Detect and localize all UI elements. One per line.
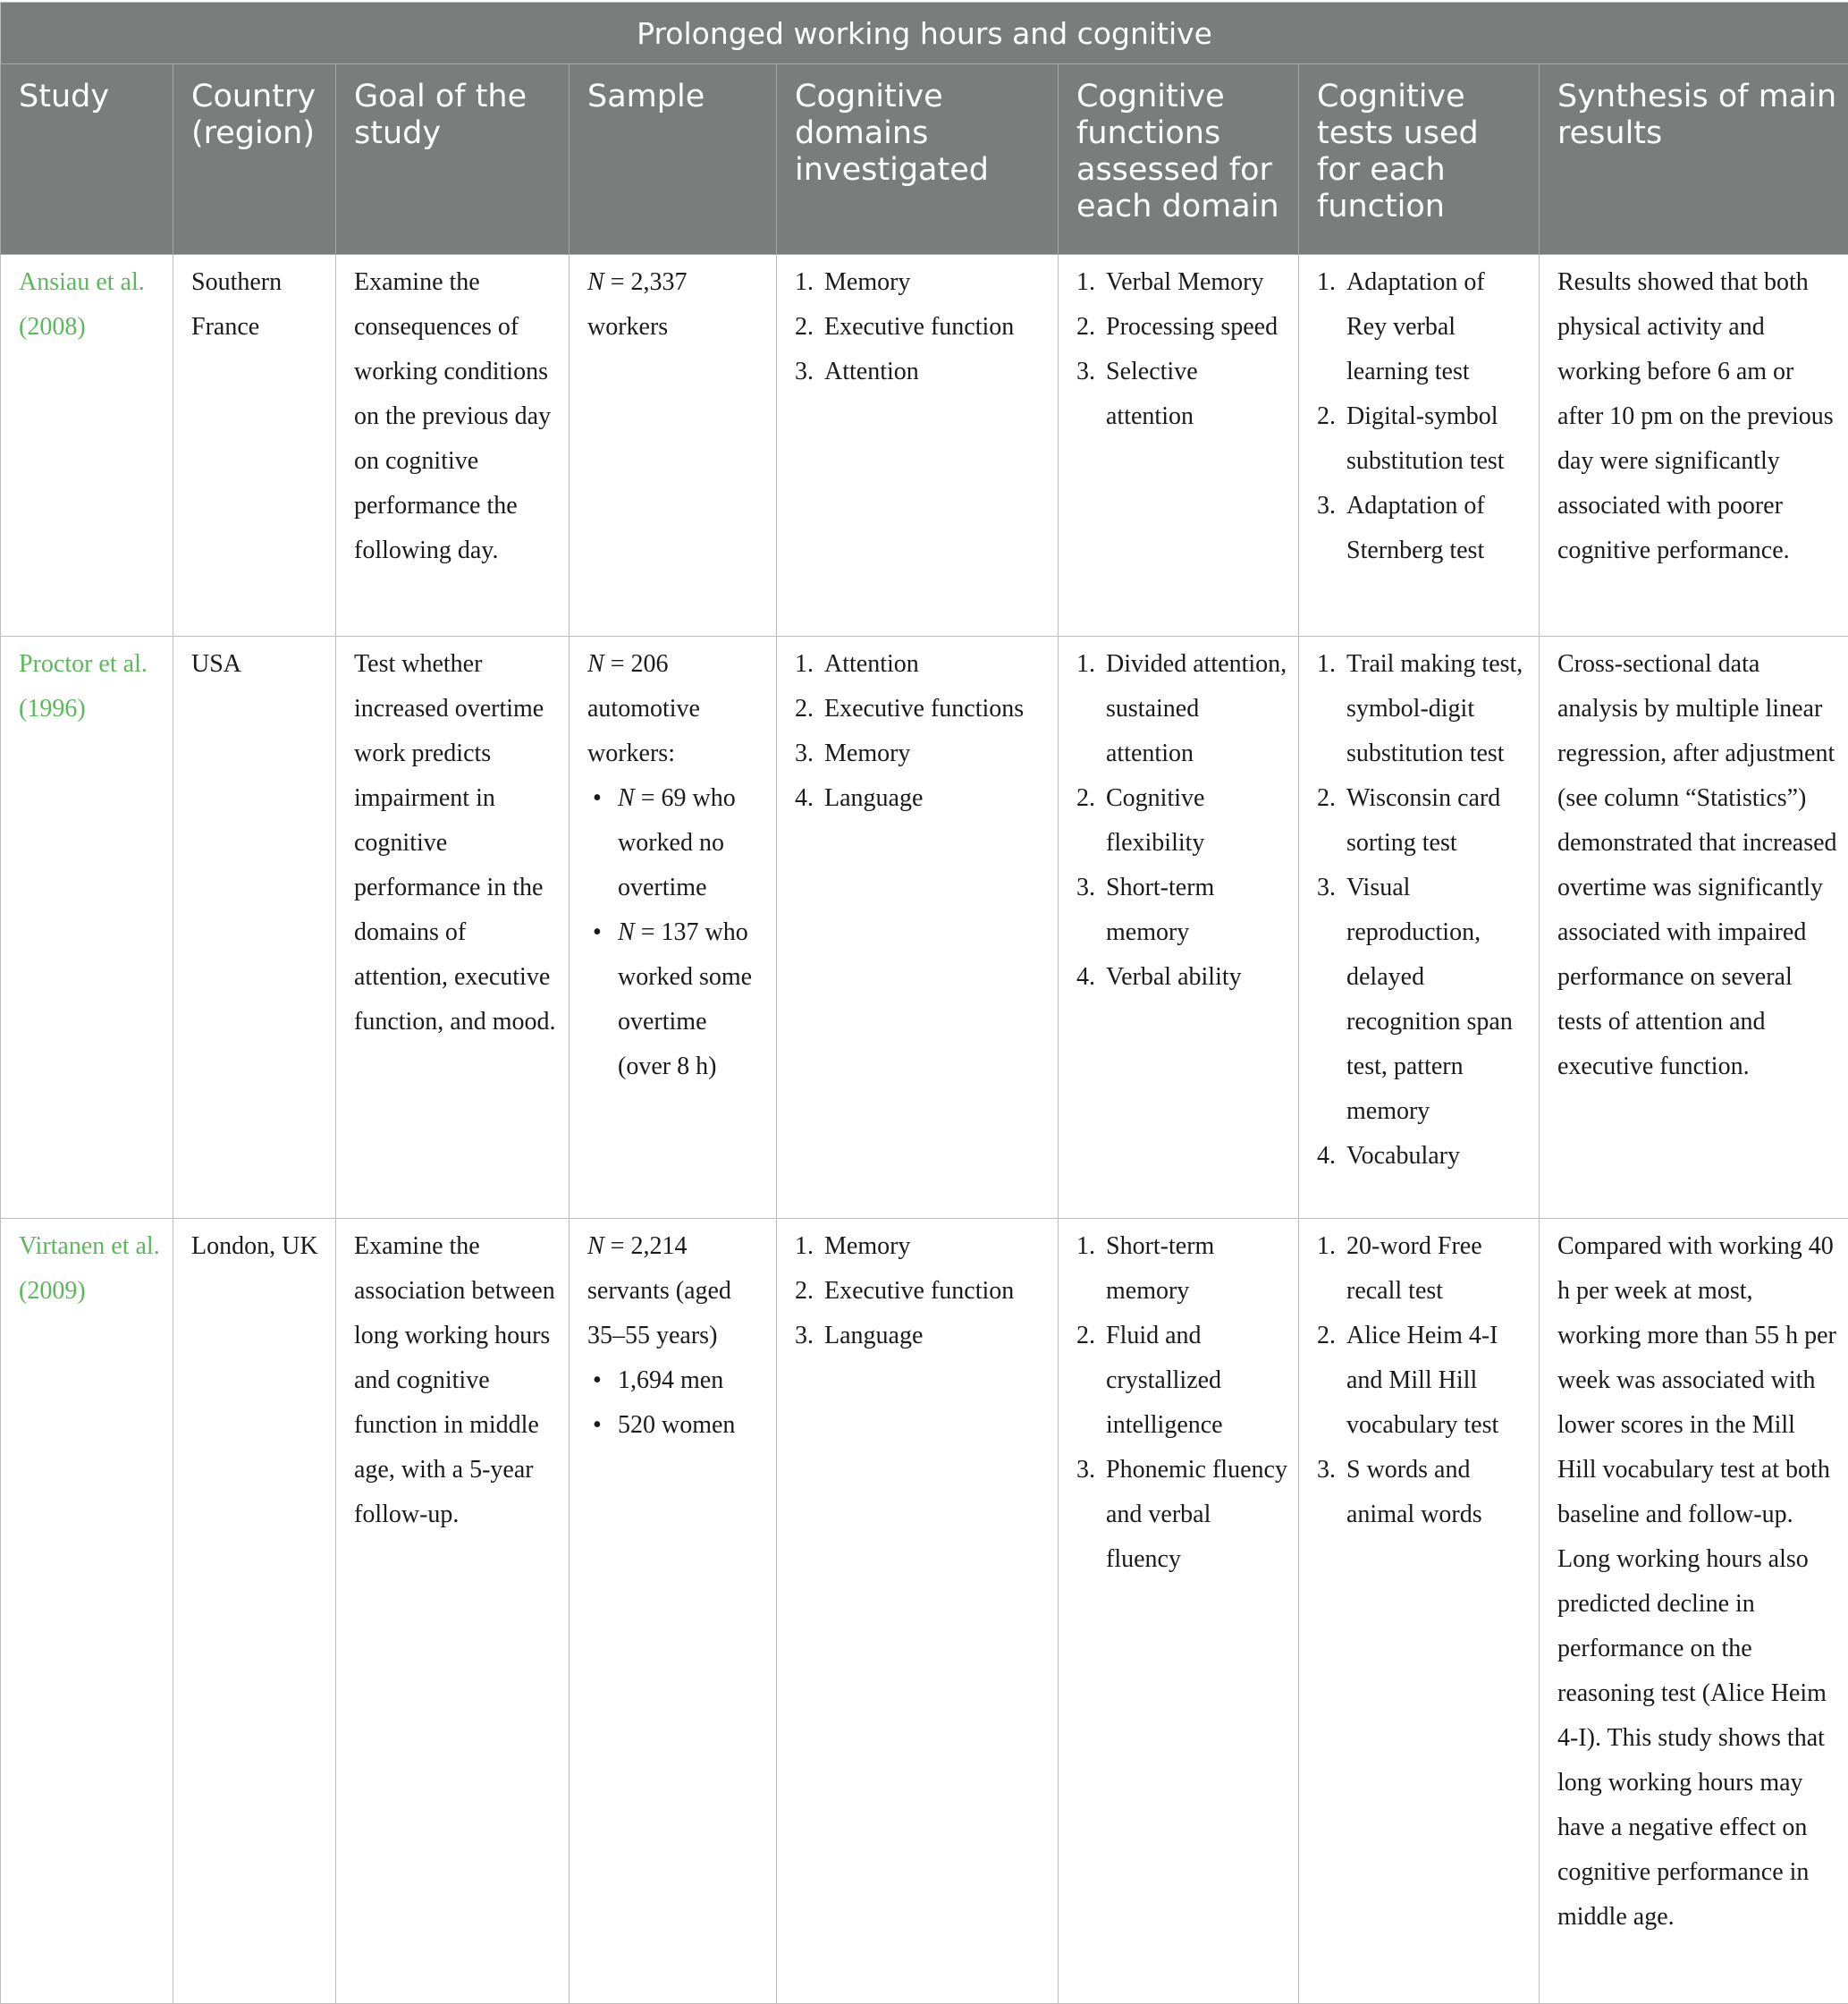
study-citation-link[interactable]: Ansiau et al. (2008)	[19, 268, 145, 341]
list-item: 1. Verbal Memory	[1076, 260, 1287, 305]
sample-cell: N = 2,214 servants (aged 35–55 years) • 1,694 men • 520 women	[570, 1219, 777, 2004]
list-item: 3. S words and animal words	[1317, 1448, 1528, 1537]
sample-cell: N = 206 automotive workers: • N = 69 who worked no overtime • N = 137 who worked some overtime (over 8 h)	[570, 637, 777, 1219]
study-cell	[1, 1219, 173, 2004]
domains-cell	[777, 1219, 1059, 2004]
list-item: 3. Language	[795, 1314, 1047, 1358]
column-header-country: Country (region)	[173, 64, 336, 255]
list-item: 2. Processing speed	[1076, 305, 1287, 350]
functions-cell	[1059, 637, 1299, 1219]
results-cell: Cross-sectional data analysis by multiple linear regression, after adjustment (see column “Statistics”) demonstrated that increased overtime was significantly associated with impaired performance on several tests of attention and executive function.	[1540, 637, 1848, 1219]
list-item: • N = 69 who worked no overtime	[587, 776, 765, 910]
tests-cell	[1299, 1219, 1540, 2004]
list-item: 4. Verbal ability	[1076, 955, 1287, 1000]
list-item: 2. Alice Heim 4-I and Mill Hill vocabulary test	[1317, 1314, 1528, 1448]
list-item: 3. Short-term memory	[1076, 866, 1287, 955]
column-header-goal: Goal of the study	[336, 64, 570, 255]
goal-cell: Test whether increased overtime work predicts impairment in cognitive performance in the domains of attention, executive function, and mood.	[336, 637, 570, 1219]
list-item: 2. Executive functions	[795, 687, 1047, 731]
list-item: 2. Digital-symbol substitution test	[1317, 394, 1528, 484]
list-item: • N = 137 who worked some overtime (over 8 h)	[587, 910, 765, 1089]
list-item: 1. Memory	[795, 260, 1047, 305]
study-citation-link[interactable]: Virtanen et al. (2009)	[19, 1232, 160, 1305]
list-item: 4. Language	[795, 776, 1047, 821]
domains-cell	[777, 255, 1059, 637]
column-header-sample: Sample	[570, 64, 777, 255]
list-item: 1. 20-word Free recall test	[1317, 1224, 1528, 1314]
country-cell: Southern France	[173, 255, 336, 637]
list-item: 2. Executive function	[795, 305, 1047, 350]
column-header-study: Study	[1, 64, 173, 255]
list-item: 3. Memory	[795, 731, 1047, 776]
list-item: 3. Phonemic fluency and verbal fluency	[1076, 1448, 1287, 1582]
tests-cell	[1299, 637, 1540, 1219]
list-item: 2. Executive function	[795, 1269, 1047, 1314]
column-header-results: Synthesis of main results	[1540, 64, 1848, 255]
review-table	[0, 2, 1848, 2004]
table-row	[1, 1219, 1848, 2004]
list-item: 3. Adaptation of Sternberg test	[1317, 484, 1528, 573]
goal-cell: Examine the consequences of working conditions on the previous day on cognitive performance the following day.	[336, 255, 570, 637]
list-item: 2. Cognitive flexibility	[1076, 776, 1287, 866]
domains-cell	[777, 637, 1059, 1219]
goal-cell: Examine the association between long working hours and cognitive function in middle age, with a 5-year follow-up.	[336, 1219, 570, 2004]
list-item: • 520 women	[587, 1403, 765, 1448]
column-header-functions: Cognitive functions assessed for each domain	[1059, 64, 1299, 255]
tests-cell	[1299, 255, 1540, 637]
results-cell: Compared with working 40 h per week at most, working more than 55 h per week was associated with lower scores in the Mill Hill vocabulary test at both baseline and follow-up. Long working hours also predicted decline in performance on the reasoning test (Alice Heim 4-I). This study shows that long working hours may have a negative effect on cognitive performance in middle age.	[1540, 1219, 1848, 2004]
list-item: 1. Trail making test, symbol-digit substitution test	[1317, 642, 1528, 776]
sample-cell: N = 2,337 workers	[570, 255, 777, 637]
table-title: Prolonged working hours and cognitive	[1, 3, 1848, 64]
list-item: 1. Attention	[795, 642, 1047, 687]
table-row	[1, 255, 1848, 637]
study-citation-link[interactable]: Proctor et al. (1996)	[19, 650, 148, 723]
study-cell	[1, 255, 173, 637]
list-item: • 1,694 men	[587, 1358, 765, 1403]
list-item: 2. Wisconsin card sorting test	[1317, 776, 1528, 866]
results-cell: Results showed that both physical activity and working before 6 am or after 10 pm on the previous day were significantly associated with poorer cognitive performance.	[1540, 255, 1848, 637]
list-item: 1. Memory	[795, 1224, 1047, 1269]
list-item: 3. Visual reproduction, delayed recognition span test, pattern memory	[1317, 866, 1528, 1134]
list-item: 2. Fluid and crystallized intelligence	[1076, 1314, 1287, 1448]
country-cell: London, UK	[173, 1219, 336, 2004]
list-item: 1. Divided attention, sustained attention	[1076, 642, 1287, 776]
list-item: 3. Attention	[795, 350, 1047, 394]
country-cell: USA	[173, 637, 336, 1219]
list-item: 4. Vocabulary	[1317, 1134, 1528, 1179]
table-row	[1, 637, 1848, 1219]
list-item: 1. Adaptation of Rey verbal learning test	[1317, 260, 1528, 394]
functions-cell	[1059, 1219, 1299, 2004]
column-header-tests: Cognitive tests used for each function	[1299, 64, 1540, 255]
study-cell	[1, 637, 173, 1219]
list-item: 3. Selective attention	[1076, 350, 1287, 439]
functions-cell	[1059, 255, 1299, 637]
list-item: 1. Short-term memory	[1076, 1224, 1287, 1314]
column-header-domains: Cognitive domains investigated	[777, 64, 1059, 255]
